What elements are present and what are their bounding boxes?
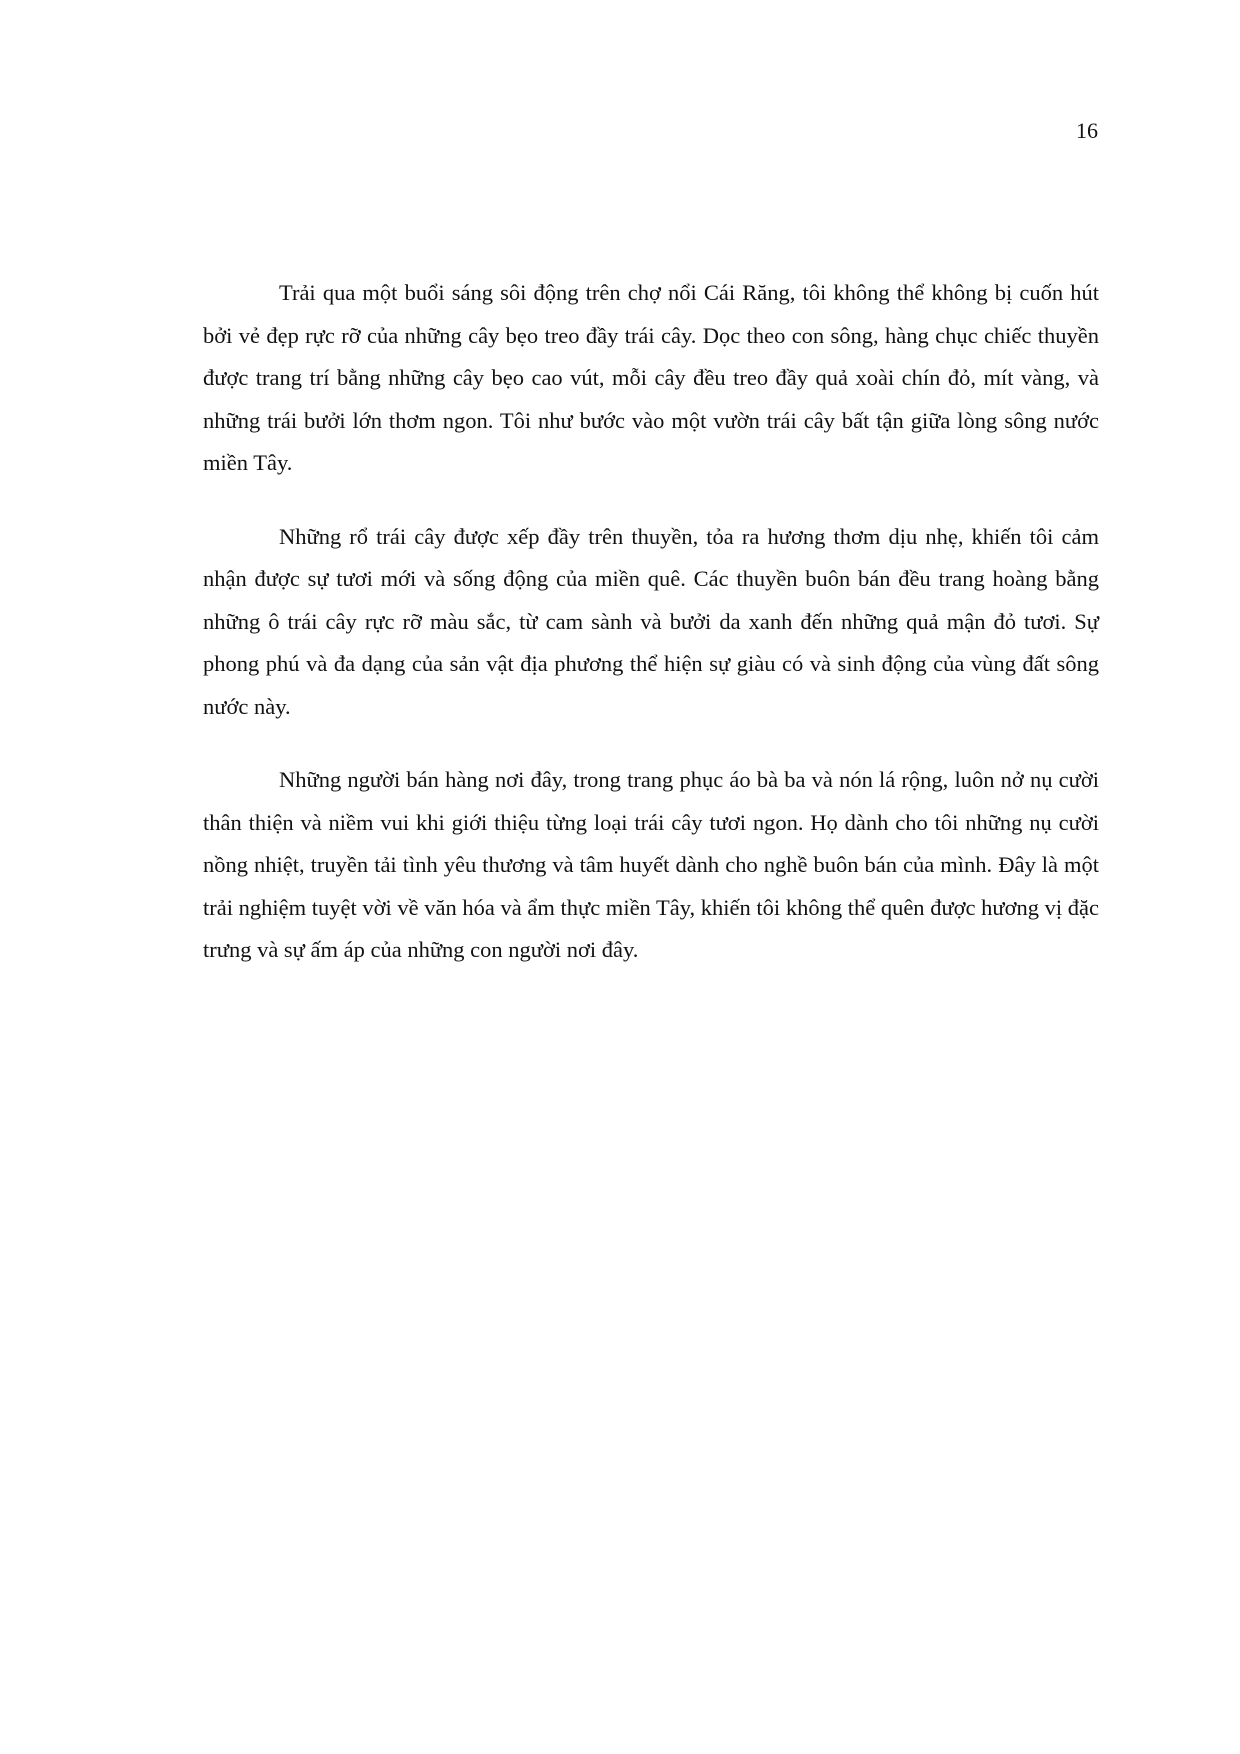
- paragraph-3: Những người bán hàng nơi đây, trong trang phục áo bà ba và nón lá rộng, luôn nở nụ cười thân thiện và niềm vui khi giới thiệu từng loại trái cây tươi ngon. Họ dành cho tôi những nụ cười nồng nhiệt, truyền tải tình yêu thương và tâm huyết dành cho nghề buôn bán của mình. Đây là một trải nghiệm tuyệt vời về văn hóa và ẩm thực miền Tây, khiến tôi không thể quên được hương vị đặc trưng và sự ấm áp của những con người nơi đây.: [203, 767, 1099, 962]
- paragraph-1: Trải qua một buổi sáng sôi động trên chợ nổi Cái Răng, tôi không thể không bị cuốn hút bởi vẻ đẹp rực rỡ của những cây bẹo treo đầy trái cây. Dọc theo con sông, hàng chục chiếc thuyền được trang trí bằng những cây bẹo cao vút, mỗi cây đều treo đầy quả xoài chín đỏ, mít vàng, và những trái bưởi lớn thơm ngon. Tôi như bước vào một vườn trái cây bất tận giữa lòng sông nước miền Tây.: [203, 280, 1099, 475]
- body-text: [203, 272, 1099, 972]
- paragraph-2: Những rổ trái cây được xếp đầy trên thuyền, tỏa ra hương thơm dịu nhẹ, khiến tôi cảm nhận được sự tươi mới và sống động của miền quê. Các thuyền buôn bán đều trang hoàng bằng những ô trái cây rực rỡ màu sắc, từ cam sành và bưởi da xanh đến những quả mận đỏ tươi. Sự phong phú và đa dạng của sản vật địa phương thể hiện sự giàu có và sinh động của vùng đất sông nước này.: [203, 523, 1099, 719]
- page-number: 16: [1076, 118, 1098, 143]
